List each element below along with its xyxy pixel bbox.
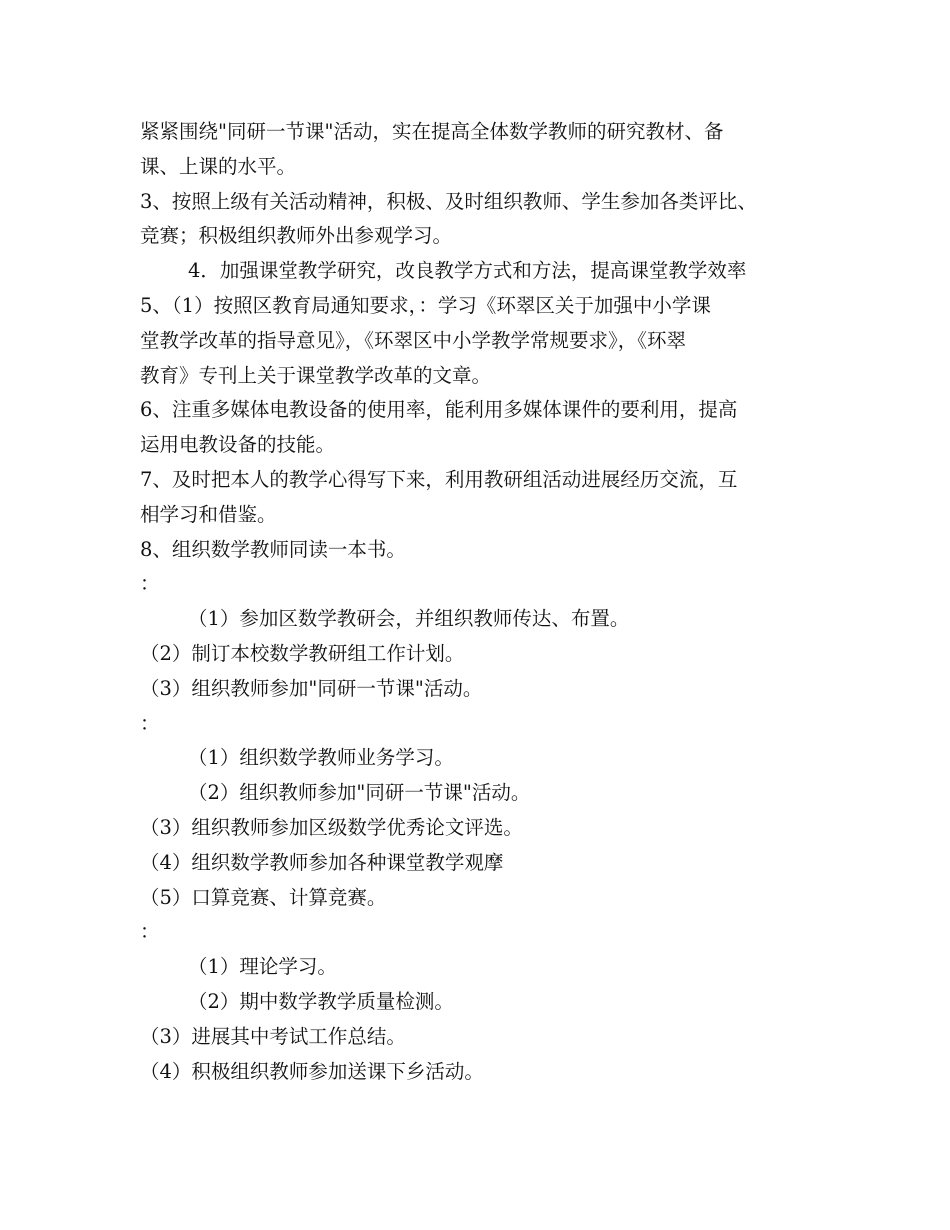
text-line: 6、注重多媒体电教设备的使用率，能利用多媒体课件的要利用，提高 — [140, 398, 738, 422]
list-item: （5）口算竞赛、计算竞赛。 — [140, 885, 387, 909]
text-line: 7、及时把本人的教学心得写下来，利用教研组活动进展经历交流，互 — [140, 467, 738, 491]
list-item: （1）参加区数学教研会，并组织教师传达、布置。 — [188, 607, 630, 631]
list-item: （1）理论学习。 — [188, 955, 337, 979]
text-line: 课、上课的水平。 — [140, 154, 297, 178]
text-line: 运用电教设备的技能。 — [140, 433, 336, 457]
colon-marker: ： — [140, 711, 160, 735]
text-line: 8、组织数学教师同读一本书。 — [140, 537, 406, 561]
list-item: （2）组织教师参加"同研一节课"活动。 — [188, 781, 531, 805]
list-item: （3）组织教师参加"同研一节课"活动。 — [140, 676, 483, 700]
list-item: （3）进展其中考试工作总结。 — [140, 1024, 406, 1048]
colon-marker: ： — [140, 572, 160, 596]
document-body — [140, 115, 820, 1089]
list-item: （2）期中数学教学质量检测。 — [188, 989, 454, 1013]
list-item: （4）积极组织教师参加送课下乡活动。 — [140, 1059, 484, 1083]
text-line: 5、（1）按照区教育局通知要求，：学习《环翠区关于加强中小学课 — [140, 293, 711, 317]
text-line: 竞赛；积极组织教师外出参观学习。 — [140, 224, 453, 248]
text-line: 紧紧围绕"同研一节课"活动，实在提高全体数学教师的研究教材、备 — [140, 120, 724, 143]
text-line: 相学习和借鉴。 — [140, 502, 277, 526]
list-item: （2）制订本校数学教研组工作计划。 — [140, 641, 465, 665]
list-item: （4）组织数学教师参加各种课堂教学观摩 — [140, 850, 504, 874]
text-line: 堂教学改革的指导意见》，《环翠区中小学教学常规要求》，《环翠 — [140, 328, 687, 352]
list-item: （1）组织数学教师业务学习。 — [188, 746, 454, 770]
list-item: （3）组织教师参加区级数学优秀论文评选。 — [140, 815, 523, 839]
text-line: 教育》专刊上关于课堂教学改革的文章。 — [140, 363, 492, 387]
section-heading: 4．加强课堂教学研究，改良教学方式和方法，提高课堂教学效率 — [188, 259, 747, 283]
colon-marker: ： — [140, 920, 160, 944]
text-line: 3、按照上级有关活动精神，积极、及时组织教师、学生参加各类评比、 — [140, 189, 757, 213]
